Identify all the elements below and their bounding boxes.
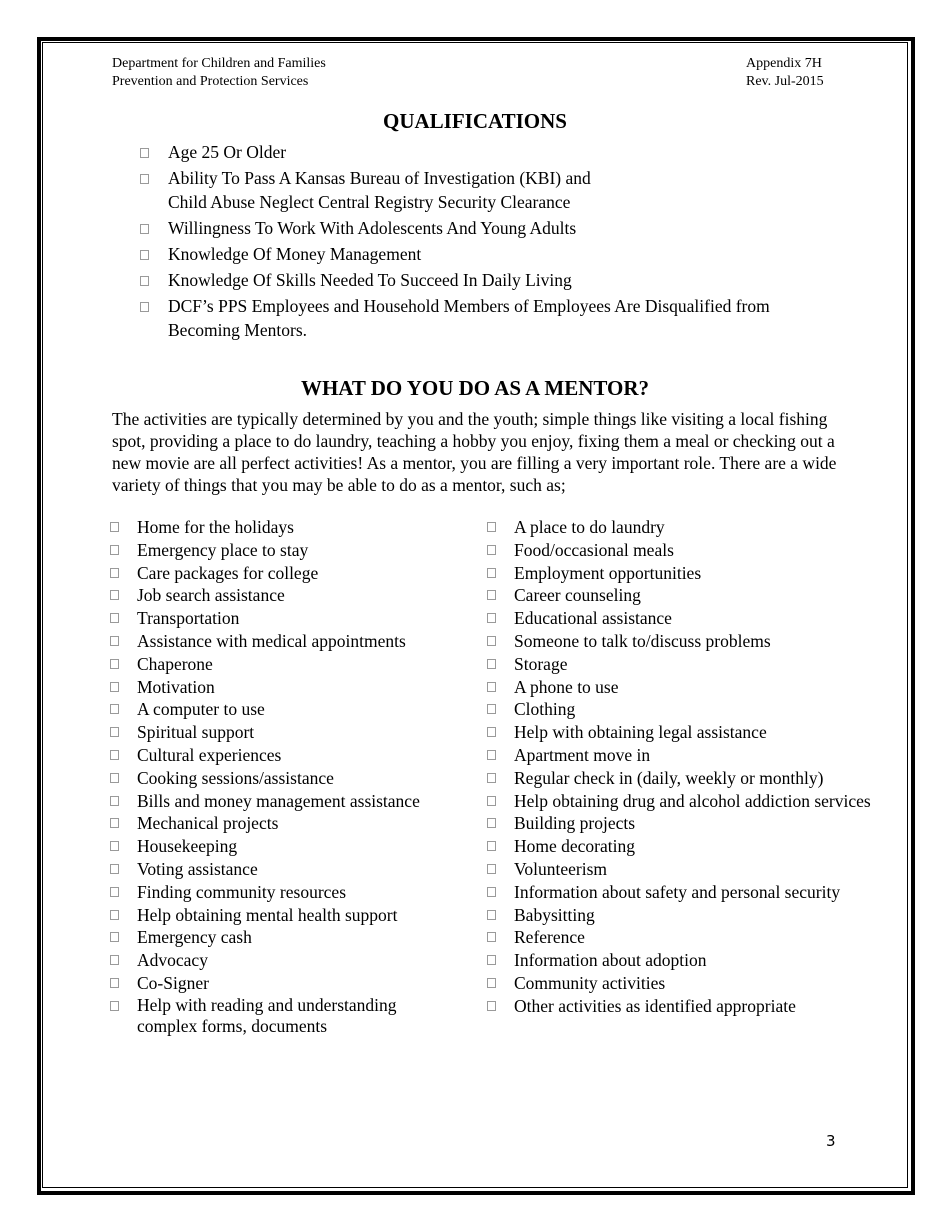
activity-text: Spiritual support (137, 722, 255, 743)
activity-item (110, 539, 470, 562)
activity-item (487, 995, 907, 1018)
checkbox-icon (110, 773, 119, 783)
mentor-title: WHAT DO YOU DO AS A MENTOR? (300, 376, 650, 400)
qualification-item (140, 294, 840, 342)
qualification-text: Willingness To Work With Adolescents And Young Adults (168, 218, 577, 238)
checkbox-icon (487, 727, 496, 737)
activity-text: Educational assistance (514, 608, 672, 629)
checkbox-icon (110, 590, 119, 600)
checkbox-icon (110, 659, 119, 669)
activity-item (110, 744, 470, 767)
qualification-item (140, 268, 840, 292)
activity-item (487, 562, 907, 585)
activity-item (110, 904, 470, 927)
qualification-item (140, 216, 840, 240)
checkbox-icon (110, 727, 119, 737)
checkbox-icon (110, 545, 119, 555)
activity-text: Help with obtaining legal assistance (514, 722, 767, 743)
checkbox-icon (140, 224, 149, 234)
activity-item (110, 949, 470, 972)
activity-item (487, 949, 907, 972)
activity-item (487, 584, 907, 607)
activity-text: Help obtaining drug and alcohol addiction services (514, 790, 871, 811)
checkbox-icon (110, 682, 119, 692)
checkbox-icon (487, 910, 496, 920)
activity-item (110, 562, 470, 585)
activity-item (487, 972, 907, 995)
qualification-text: Age 25 Or Older (168, 142, 287, 162)
activity-item (110, 926, 470, 949)
activity-item (110, 698, 470, 721)
activity-item (487, 881, 907, 904)
checkbox-icon (487, 590, 496, 600)
checkbox-icon (110, 750, 119, 760)
activity-text: Help obtaining mental health support (137, 904, 398, 925)
checkbox-icon (140, 302, 149, 312)
activity-text: Career counseling (514, 585, 641, 606)
qualification-text: Ability To Pass A Kansas Bureau of Investigation (KBI) and (168, 168, 591, 188)
checkbox-icon (487, 932, 496, 942)
activity-text: Information about safety and personal security (514, 881, 841, 902)
activity-item (110, 516, 470, 539)
qualification-text-cont: Becoming Mentors. (168, 320, 308, 340)
activity-text: Food/occasional meals (514, 539, 674, 560)
activity-item (487, 630, 907, 653)
activity-item (110, 607, 470, 630)
activity-item (487, 858, 907, 881)
qualification-text-cont: Child Abuse Neglect Central Registry Security Clearance (168, 192, 571, 212)
activity-item (110, 630, 470, 653)
activity-text: Apartment move in (514, 744, 651, 765)
checkbox-icon (110, 704, 119, 714)
checkbox-icon (487, 682, 496, 692)
activity-text: Motivation (137, 676, 215, 697)
activity-text: Home for the holidays (137, 517, 294, 537)
checkbox-icon (110, 841, 119, 851)
activity-text: Someone to talk to/discuss problems (514, 630, 771, 651)
activity-text: Chaperone (137, 653, 213, 674)
page-number: 3 (826, 1132, 836, 1150)
activity-text: Help with reading and understanding complex forms, documents (137, 994, 397, 1036)
checkbox-icon (487, 955, 496, 965)
header-left (112, 55, 326, 91)
activity-text: A place to do laundry (514, 517, 665, 537)
checkbox-icon (487, 796, 496, 806)
checkbox-icon (140, 174, 149, 184)
activity-text: Home decorating (514, 836, 635, 857)
activity-text: Mechanical projects (137, 813, 279, 834)
checkbox-icon (487, 522, 496, 532)
activity-text: Other activities as identified appropriate (514, 995, 796, 1016)
checkbox-icon (487, 545, 496, 555)
header-division: Prevention and Protection Services (112, 74, 309, 89)
checkbox-icon (110, 910, 119, 920)
checkbox-icon (110, 636, 119, 646)
activity-text: Advocacy (137, 950, 208, 971)
checkbox-icon (487, 750, 496, 760)
checkbox-icon (140, 148, 149, 158)
qualification-text: Knowledge Of Skills Needed To Succeed In Daily Living (168, 270, 572, 290)
qualification-item (140, 242, 840, 266)
qualification-text: Knowledge Of Money Management (168, 244, 422, 264)
activity-text: Housekeeping (137, 836, 238, 857)
activity-item (487, 926, 907, 949)
checkbox-icon (487, 1001, 496, 1011)
activity-text: Storage (514, 653, 568, 674)
checkbox-icon (487, 841, 496, 851)
activity-text: A computer to use (137, 699, 265, 720)
activity-item (487, 539, 907, 562)
checkbox-icon (140, 250, 149, 260)
checkbox-icon (140, 276, 149, 286)
activity-text: Community activities (514, 972, 666, 993)
checkbox-icon (110, 978, 119, 988)
activity-item (487, 835, 907, 858)
activity-item (487, 790, 907, 813)
header-appendix: Appendix 7H (746, 56, 822, 71)
activity-item (110, 858, 470, 881)
activity-item (487, 721, 907, 744)
activity-item (110, 790, 470, 813)
activity-text: Co-Signer (137, 972, 209, 993)
activity-item (487, 744, 907, 767)
header-right (746, 55, 824, 91)
activity-item (487, 698, 907, 721)
activity-item (487, 676, 907, 699)
activity-item (487, 767, 907, 790)
activity-text: Employment opportunities (514, 562, 702, 583)
activity-item (487, 607, 907, 630)
checkbox-icon (487, 704, 496, 714)
checkbox-icon (110, 568, 119, 578)
checkbox-icon (487, 568, 496, 578)
activity-item (110, 972, 470, 995)
activity-text: Building projects (514, 813, 636, 834)
activity-item (487, 904, 907, 927)
activity-text: Cultural experiences (137, 744, 282, 765)
activity-text: Babysitting (514, 904, 595, 925)
checkbox-icon (487, 773, 496, 783)
header-revision: Rev. Jul-2015 (746, 74, 824, 89)
mentor-intro: The activities are typically determined by you and the youth; simple things like visiting a local fishing spot, providing a place to do laundry, teaching a hobby you enjoy, fixing them a meal or checking out a new movie are all perfect activities! As a mentor, you are filling a very important role. There are a wide variety of things that you may be able to do as a mentor, such as; (112, 409, 837, 495)
activity-text: Emergency place to stay (137, 539, 309, 560)
activity-text: Reference (514, 927, 585, 948)
activity-text: Care packages for college (137, 562, 319, 583)
activity-item (110, 584, 470, 607)
activity-text: Finding community resources (137, 881, 347, 902)
checkbox-icon (487, 613, 496, 623)
checkbox-icon (110, 1001, 119, 1011)
checkbox-icon (487, 818, 496, 828)
activity-text: Transportation (137, 608, 240, 629)
activity-text: Information about adoption (514, 950, 707, 971)
checkbox-icon (110, 864, 119, 874)
activity-text: Assistance with medical appointments (137, 630, 406, 651)
checkbox-icon (110, 613, 119, 623)
activity-item (110, 676, 470, 699)
activity-item (487, 516, 907, 539)
checkbox-icon (487, 887, 496, 897)
qualification-item (140, 166, 840, 214)
activity-item (110, 835, 470, 858)
checkbox-icon (110, 522, 119, 532)
activities-left-column (110, 516, 470, 1037)
checkbox-icon (110, 796, 119, 806)
checkbox-icon (110, 818, 119, 828)
activity-item (110, 721, 470, 744)
checkbox-icon (487, 864, 496, 874)
activity-item (110, 995, 437, 1037)
activity-text: A phone to use (514, 676, 619, 697)
activity-item (110, 812, 470, 835)
checkbox-icon (487, 636, 496, 646)
checkbox-icon (487, 659, 496, 669)
checkbox-icon (487, 978, 496, 988)
checkbox-icon (110, 932, 119, 942)
activity-text: Regular check in (daily, weekly or monthly) (514, 767, 824, 788)
activity-text: Cooking sessions/assistance (137, 767, 334, 788)
activity-text: Bills and money management assistance (137, 790, 420, 811)
activity-item (110, 767, 470, 790)
checkbox-icon (110, 887, 119, 897)
activity-item (110, 653, 470, 676)
activity-text: Voting assistance (137, 858, 258, 879)
qualifications-title: QUALIFICATIONS (383, 109, 567, 133)
activities-right-column (487, 516, 907, 1018)
activity-item (487, 653, 907, 676)
activity-item (110, 881, 470, 904)
qualification-item (140, 140, 840, 164)
checkbox-icon (110, 955, 119, 965)
activity-text: Volunteerism (514, 858, 608, 879)
activity-text: Job search assistance (137, 585, 285, 606)
qualification-text: DCF’s PPS Employees and Household Members of Employees Are Disqualified from (168, 296, 770, 316)
activity-text: Clothing (514, 699, 576, 720)
qualifications-list (140, 140, 840, 344)
activity-text: Emergency cash (137, 927, 252, 948)
activity-item (487, 812, 907, 835)
header-department: Department for Children and Families (112, 56, 326, 71)
